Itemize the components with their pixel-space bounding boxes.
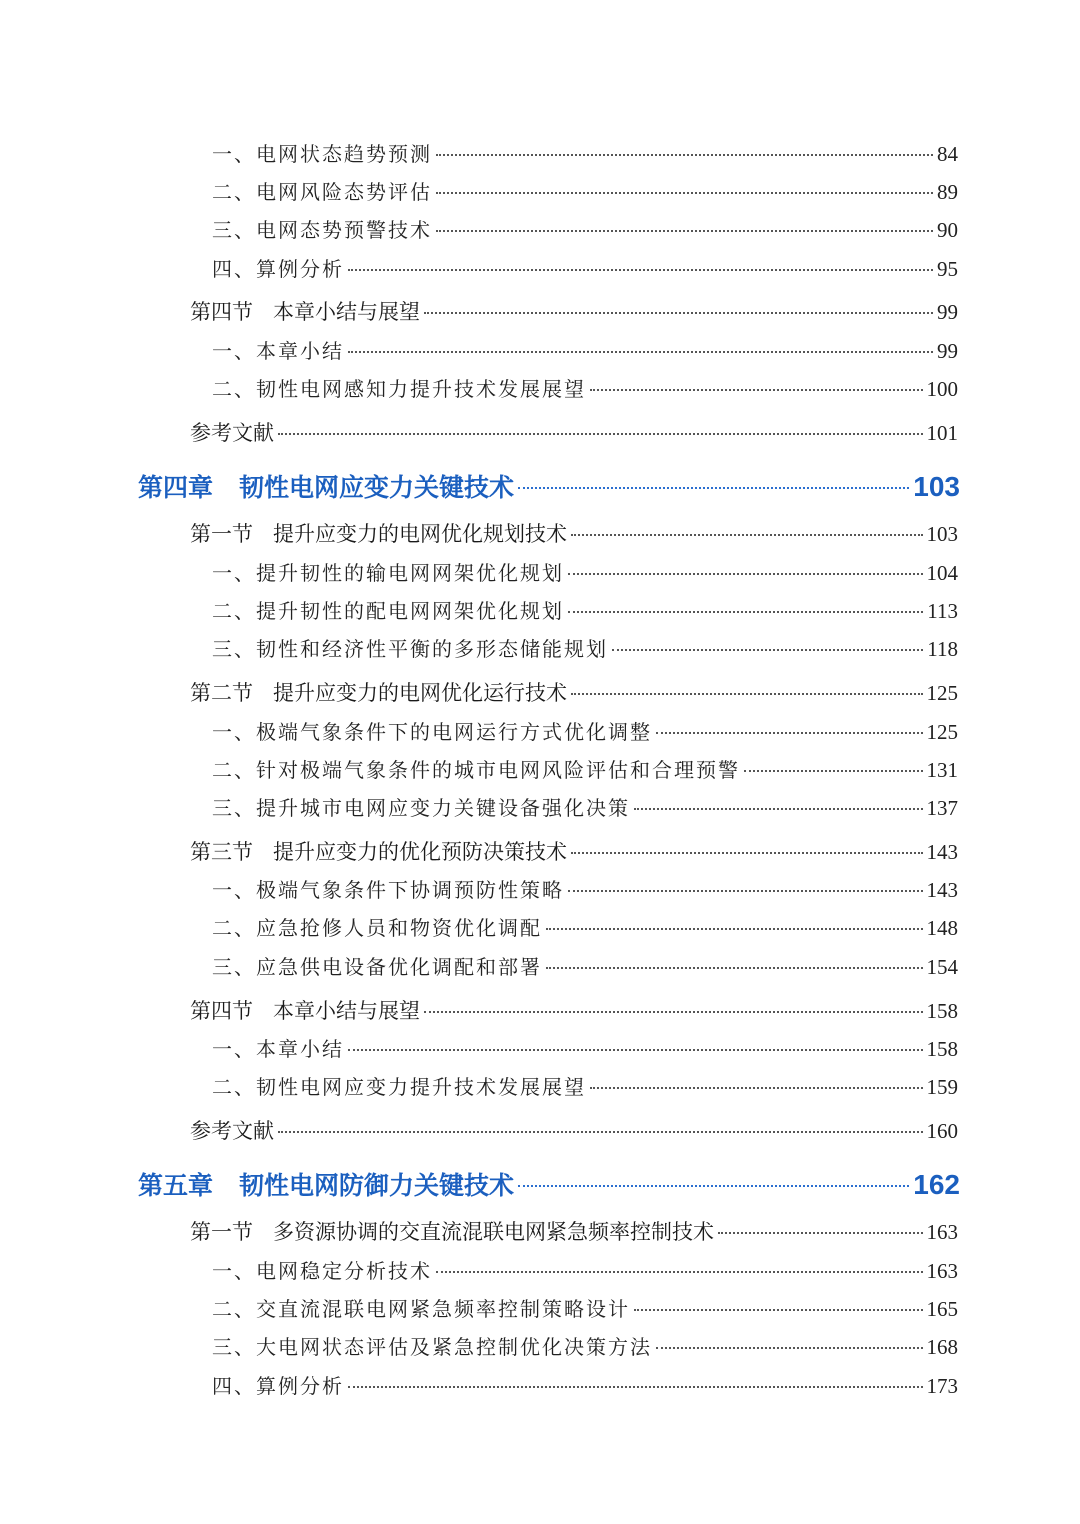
- toc-page-number: 158: [926, 1037, 958, 1061]
- toc-page-number: 131: [926, 758, 958, 782]
- dot-leader: [568, 573, 923, 575]
- dot-leader: [436, 192, 933, 194]
- dot-leader: [436, 154, 933, 156]
- toc-item-title: 二、电网风险态势评估: [212, 180, 432, 204]
- toc-page-number: 158: [926, 999, 958, 1023]
- toc-item-title: 一、提升韧性的输电网网架优化规划: [212, 561, 564, 585]
- toc-item[interactable]: [212, 176, 958, 214]
- toc-section[interactable]: [190, 296, 958, 336]
- toc-page-number: 90: [937, 218, 958, 242]
- toc-item[interactable]: [212, 951, 958, 989]
- toc-page-number: 137: [926, 796, 958, 820]
- toc-page-number: 100: [926, 377, 958, 401]
- toc-section-title: [190, 518, 567, 548]
- toc-item[interactable]: [212, 754, 958, 792]
- toc-item-title: 一、电网稳定分析技术: [212, 1259, 432, 1283]
- dot-leader: [590, 1087, 923, 1089]
- toc-section-title: [190, 1216, 714, 1246]
- dot-leader: [571, 852, 923, 854]
- dot-leader: [568, 611, 923, 613]
- toc-page-number: 103: [926, 522, 958, 546]
- toc-section-title: [190, 836, 567, 866]
- toc-item-title: 二、应急抢修人员和物资优化调配: [212, 916, 542, 940]
- toc-item[interactable]: [212, 1033, 958, 1071]
- dot-leader: [518, 1185, 909, 1187]
- toc-section[interactable]: [190, 677, 958, 717]
- toc-section[interactable]: [190, 518, 958, 558]
- toc-page-number: 101: [926, 421, 958, 445]
- toc-page-number: 143: [926, 840, 958, 864]
- toc-section-title: [190, 296, 420, 326]
- dot-leader: [590, 389, 923, 391]
- toc-item[interactable]: [212, 1370, 958, 1408]
- section-label: 提升应变力的优化预防决策技术: [273, 840, 567, 864]
- toc-item[interactable]: [212, 633, 958, 671]
- toc-chapter-title: [138, 1166, 514, 1202]
- section-number: 第四节: [190, 300, 253, 324]
- toc-page-number: 163: [926, 1259, 958, 1283]
- toc-section[interactable]: [190, 1216, 958, 1256]
- toc-page-number: 173: [926, 1374, 958, 1398]
- toc-section[interactable]: [190, 836, 958, 876]
- toc-page-number: 84: [937, 142, 958, 166]
- toc-item[interactable]: [212, 595, 958, 633]
- toc-section-title: [190, 995, 420, 1025]
- dot-leader: [348, 351, 933, 353]
- toc-item-title: 一、本章小结: [212, 339, 344, 363]
- toc-item-title: 二、提升韧性的配电网网架优化规划: [212, 599, 564, 623]
- toc-page-number: 168: [926, 1335, 958, 1359]
- toc-item-title: 三、电网态势预警技术: [212, 218, 432, 242]
- toc-page-number: 125: [926, 720, 958, 744]
- section-label: 本章小结与展望: [273, 999, 420, 1023]
- toc-chapter-title: [138, 468, 514, 504]
- toc-item-title: 三、大电网状态评估及紧急控制优化决策方法: [212, 1335, 652, 1359]
- toc-item-title: 二、韧性电网感知力提升技术发展展望: [212, 377, 586, 401]
- toc-item[interactable]: [212, 716, 958, 754]
- dot-leader: [612, 649, 923, 651]
- toc-item[interactable]: [212, 1071, 958, 1109]
- section-label: 多资源协调的交直流混联电网紧急频率控制技术: [273, 1220, 714, 1244]
- references-title: 参考文献: [190, 421, 274, 445]
- chapter-label: 韧性电网应变力关键技术: [239, 473, 515, 502]
- dot-leader: [546, 928, 923, 930]
- toc-item-title: 三、提升城市电网应变力关键设备强化决策: [212, 796, 630, 820]
- chapter-number: 第四章: [138, 473, 214, 502]
- toc-item[interactable]: [212, 1255, 958, 1293]
- dot-leader: [348, 1386, 923, 1388]
- toc-page-number: 163: [926, 1220, 958, 1244]
- section-number: 第二节: [190, 681, 253, 705]
- section-label: 提升应变力的电网优化规划技术: [273, 522, 567, 546]
- toc-item-title: 三、韧性和经济性平衡的多形态储能规划: [212, 637, 608, 661]
- dot-leader: [278, 1131, 923, 1133]
- toc-item-title: 四、算例分析: [212, 1374, 344, 1398]
- toc-chapter[interactable]: [138, 468, 960, 516]
- dot-leader: [546, 967, 923, 969]
- dot-leader: [348, 1049, 923, 1051]
- toc-item[interactable]: [212, 373, 958, 411]
- toc-page-number: 95: [937, 257, 958, 281]
- toc-page-number: 165: [926, 1297, 958, 1321]
- dot-leader: [571, 693, 923, 695]
- toc-page-number: 103: [913, 471, 960, 502]
- toc-item-title: 一、本章小结: [212, 1037, 344, 1061]
- toc-page-number: 99: [937, 339, 958, 363]
- toc-item[interactable]: [212, 214, 958, 252]
- toc-item[interactable]: [212, 253, 958, 291]
- toc-page-number: 118: [927, 637, 958, 661]
- dot-leader: [278, 433, 923, 435]
- section-number: 第三节: [190, 840, 253, 864]
- toc-item[interactable]: [212, 138, 958, 176]
- toc-page-number: 89: [937, 180, 958, 204]
- toc-chapter[interactable]: [138, 1166, 960, 1214]
- dot-leader: [436, 1271, 923, 1273]
- toc-page-number: 154: [926, 955, 958, 979]
- section-number: 第一节: [190, 1220, 253, 1244]
- toc-section[interactable]: [190, 995, 958, 1035]
- toc-item[interactable]: [212, 335, 958, 373]
- toc-page-number: 159: [926, 1075, 958, 1099]
- toc-item-title: 一、极端气象条件下协调预防性策略: [212, 878, 564, 902]
- toc-page-number: 143: [926, 878, 958, 902]
- toc-references[interactable]: [190, 1115, 958, 1155]
- toc-page-number: 160: [926, 1119, 958, 1143]
- toc-item[interactable]: [212, 1293, 958, 1331]
- references-title: 参考文献: [190, 1119, 274, 1143]
- toc-item[interactable]: [212, 874, 958, 912]
- toc-item-title: 二、交直流混联电网紧急频率控制策略设计: [212, 1297, 630, 1321]
- toc-item-title: 四、算例分析: [212, 257, 344, 281]
- toc-item[interactable]: [212, 557, 958, 595]
- dot-leader: [424, 1011, 923, 1013]
- dot-leader: [744, 770, 923, 772]
- chapter-number: 第五章: [138, 1171, 214, 1200]
- toc-item-title: 三、应急供电设备优化调配和部署: [212, 955, 542, 979]
- toc-page-number: 162: [913, 1169, 960, 1200]
- toc-section-title: [190, 677, 567, 707]
- toc-item-title: 一、电网状态趋势预测: [212, 142, 432, 166]
- toc-item-title: 二、针对极端气象条件的城市电网风险评估和合理预警: [212, 758, 740, 782]
- dot-leader: [436, 230, 933, 232]
- dot-leader: [656, 732, 923, 734]
- toc-item[interactable]: [212, 1331, 958, 1369]
- toc-item-title: 二、韧性电网应变力提升技术发展展望: [212, 1075, 586, 1099]
- toc-page-number: 99: [937, 300, 958, 324]
- dot-leader: [348, 269, 933, 271]
- dot-leader: [634, 808, 923, 810]
- toc-page-number: 125: [926, 681, 958, 705]
- section-number: 第四节: [190, 999, 253, 1023]
- toc-references[interactable]: [190, 417, 958, 457]
- dot-leader: [718, 1232, 923, 1234]
- toc-page-number: 104: [926, 561, 958, 585]
- section-number: 第一节: [190, 522, 253, 546]
- toc-item[interactable]: [212, 792, 958, 830]
- dot-leader: [571, 534, 923, 536]
- dot-leader: [518, 487, 909, 489]
- dot-leader: [634, 1309, 923, 1311]
- dot-leader: [424, 312, 933, 314]
- toc-page-number: 113: [927, 599, 958, 623]
- toc-page-number: 148: [926, 916, 958, 940]
- dot-leader: [656, 1347, 923, 1349]
- section-label: 本章小结与展望: [273, 300, 420, 324]
- toc-item[interactable]: [212, 912, 958, 950]
- chapter-label: 韧性电网防御力关键技术: [239, 1171, 515, 1200]
- toc-item-title: 一、极端气象条件下的电网运行方式优化调整: [212, 720, 652, 744]
- section-label: 提升应变力的电网优化运行技术: [273, 681, 567, 705]
- dot-leader: [568, 890, 923, 892]
